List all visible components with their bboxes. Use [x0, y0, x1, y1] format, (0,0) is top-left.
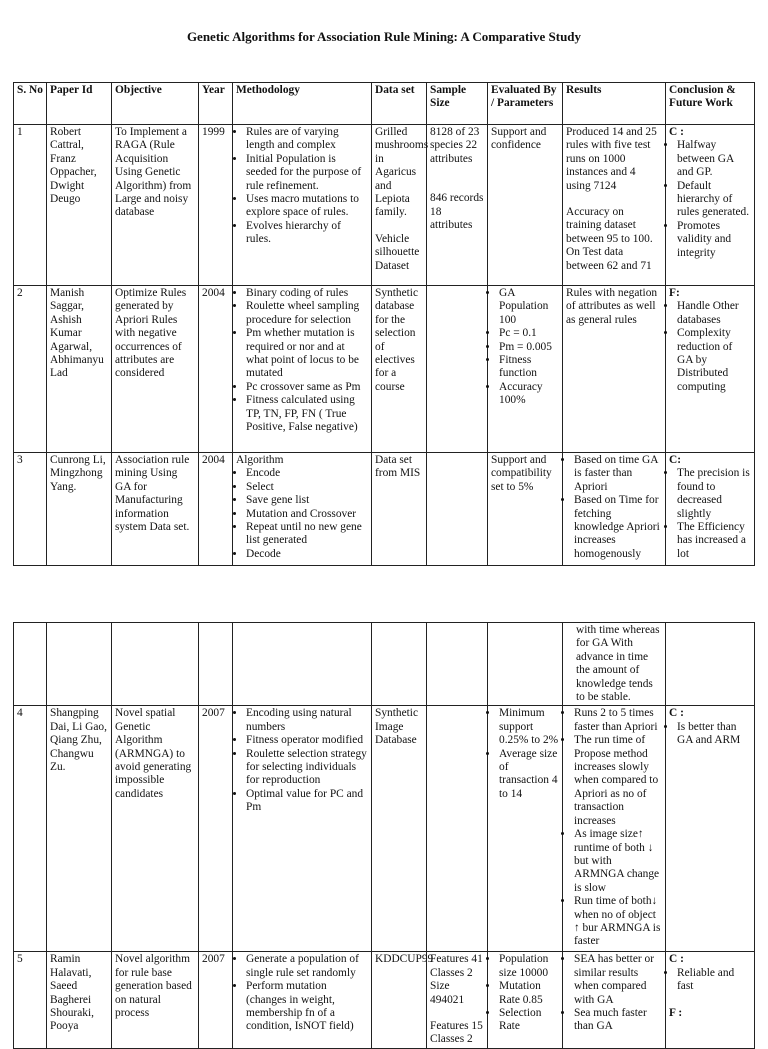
evaluated-by — [488, 286, 563, 453]
conclusion-item: • Complexity reduction of GA by Distributed computing — [677, 327, 751, 394]
methodology — [233, 706, 372, 952]
evaluated-item: • Mutation Rate 0.85 — [499, 980, 559, 1007]
methodology-item: • Roulette wheel sampling procedure for selection — [246, 300, 368, 327]
results-item: • Sea much faster than GA — [574, 1007, 662, 1034]
conclusion — [666, 706, 755, 952]
evaluated-by: Support and confidence — [488, 125, 563, 286]
evaluated-item: • Minimum support 0.25% to 2% — [499, 707, 559, 747]
header-methodology: Methodology — [233, 83, 372, 125]
methodology-item: • Uses macro mutations to explore space of rules. — [246, 193, 368, 220]
table-row-continued — [14, 623, 755, 706]
methodology-item: • Roulette selection strategy for selecting individuals for reproduction — [246, 748, 368, 788]
results-text: Accuracy on training dataset between 95 to 100. On Test data between 62 and 71 — [566, 206, 653, 272]
evaluated-item: • Pc = 0.1 — [499, 327, 559, 340]
methodology-item: • Fitness operator modified — [246, 734, 368, 747]
comparison-table-part-2 — [13, 622, 755, 1049]
methodology-item: • Save gene list — [246, 494, 368, 507]
methodology-item: • Rules are of varying length and complex — [246, 126, 368, 153]
sample-size — [427, 952, 488, 1048]
comparison-table-part-1 — [13, 82, 755, 566]
year: 2007 — [199, 952, 233, 1048]
methodology — [233, 453, 372, 566]
methodology-item: • Evolves hierarchy of rules. — [246, 220, 368, 247]
year: 2004 — [199, 453, 233, 566]
dataset: Synthetic database for the selection of electives for a course — [372, 286, 427, 453]
methodology-item: • Fitness calculated using TP, TN, FP, FN ( True Positive, False negative) — [246, 394, 368, 434]
methodology-item: • Generate a population of single rule set randomly — [246, 953, 368, 980]
sample-text: 8128 of 23 species 22 attributes — [430, 126, 480, 165]
sample-text: Features 41 — [430, 953, 483, 966]
header-dataset: Data set — [372, 83, 427, 125]
header-year: Year — [199, 83, 233, 125]
evaluated-item: • Population size 10000 — [499, 953, 559, 980]
methodology-item: • Mutation and Crossover — [246, 508, 368, 521]
year: 2007 — [199, 706, 233, 952]
evaluated-item: • Selection Rate — [499, 1007, 559, 1034]
sample-size — [427, 706, 488, 952]
methodology — [233, 286, 372, 453]
results-item: • Run time of both↓ when no of object ↑ bur ARMNGA is faster — [574, 895, 662, 949]
conclusion-item: • Default hierarchy of rules generated. — [677, 180, 751, 220]
conclusion — [666, 286, 755, 453]
header-results: Results — [563, 83, 666, 125]
results-item: • SEA has better or similar results when compared with GA — [574, 953, 662, 1007]
table-row — [14, 286, 755, 453]
sample-size — [427, 125, 488, 286]
dataset — [372, 125, 427, 286]
results-item: • The run time of Propose method increases slowly when compared to Apriori as no of transaction increases — [574, 734, 662, 828]
conclusion — [666, 125, 755, 286]
evaluated-item: • Accuracy 100% — [499, 381, 559, 408]
results-item: • Based on time GA is faster than Apriori — [574, 454, 662, 494]
evaluated-by: Support and compatibility set to 5% — [488, 453, 563, 566]
evaluated-item: • Fitness function — [499, 354, 559, 381]
methodology-item: • Pm whether mutation is required or nor and at what point of locus to be mutated — [246, 327, 368, 381]
results — [563, 623, 666, 706]
conclusion-heading: C : — [669, 953, 684, 966]
evaluated-by — [488, 952, 563, 1048]
table-row — [14, 125, 755, 286]
results-item: • As image size↑ runtime of both ↓ but with ARMNGA change is slow — [574, 828, 662, 895]
sample-text: Features 15 — [430, 1020, 483, 1033]
sample-text: Classes 2 — [430, 966, 473, 979]
methodology-item: • Initial Population is seeded for the purpose of rule refinement. — [246, 153, 368, 193]
row-number: 3 — [14, 453, 47, 566]
methodology-item: • Repeat until no new gene list generated — [246, 521, 368, 548]
header-sno: S. No — [14, 83, 47, 125]
header-sample-size: Sample Size — [427, 83, 488, 125]
methodology-item: • Decode — [246, 548, 368, 561]
conclusion-heading: C : — [669, 126, 684, 138]
conclusion — [666, 453, 755, 566]
results — [563, 125, 666, 286]
page-title: Genetic Algorithms for Association Rule Mining: A Comparative Study — [186, 29, 582, 44]
methodology-heading: Algorithm — [236, 454, 284, 466]
methodology-item: • Select — [246, 481, 368, 494]
results — [563, 952, 666, 1048]
methodology-item: • Binary coding of rules — [246, 287, 368, 300]
results — [563, 706, 666, 952]
row-number: 2 — [14, 286, 47, 453]
future-work-heading: F : — [669, 1006, 683, 1019]
conclusion-item: • Reliable and fast — [677, 967, 751, 994]
year: 1999 — [199, 125, 233, 286]
methodology-item: • Encoding using natural numbers — [246, 707, 368, 734]
dataset: Data set from MIS — [372, 453, 427, 566]
table-row — [14, 453, 755, 566]
conclusion-heading: F: — [669, 287, 680, 299]
results-continued: with time whereas for GA With advance in time the amount of knowledge tends to be stable. — [576, 624, 660, 704]
row-number: 5 — [14, 952, 47, 1048]
methodology-item: • Encode — [246, 467, 368, 480]
evaluated-item: • Average size of transaction 4 to 14 — [499, 748, 559, 802]
objective: Association rule mining Using GA for Manufacturing information system Data set. — [112, 453, 199, 566]
methodology-item: • Pc crossover same as Pm — [246, 381, 368, 394]
objective: Novel algorithm for rule base generation based on natural process — [112, 952, 199, 1048]
objective: Optimize Rules generated by Apriori Rules with negative occurrences of attributes are considered — [112, 286, 199, 453]
results — [563, 453, 666, 566]
results-item: • Runs 2 to 5 times faster than Apriori — [574, 707, 662, 734]
objective: Novel spatial Genetic Algorithm (ARMNGA) to avoid generating impossible candidates — [112, 706, 199, 952]
paper-authors: Robert Cattral, Franz Oppacher, Dwight Deugo — [47, 125, 112, 286]
dataset-text: Vehicle silhouette Dataset — [375, 232, 420, 272]
table-row — [14, 706, 755, 952]
sample-size — [427, 453, 488, 566]
objective: To Implement a RAGA (Rule Acquisition Using Genetic Algorithm) from Large and noisy database — [112, 125, 199, 286]
paper-authors: Ramin Halavati, Saeed Bagherei Shouraki, Pooya — [47, 952, 112, 1048]
dataset: KDDCUP99 — [372, 952, 427, 1048]
row-number: 1 — [14, 125, 47, 286]
year: 2004 — [199, 286, 233, 453]
conclusion-item: • Promotes validity and integrity — [677, 220, 751, 260]
evaluated-item: • GA Population 100 — [499, 287, 559, 327]
results-text: Produced 14 and 25 rules with five test runs on 1000 instances and 4 using 7124 — [566, 126, 657, 192]
conclusion-item: • The precision is found to decreased slightly — [677, 467, 751, 521]
methodology — [233, 952, 372, 1048]
paper-authors: Shangping Dai, Li Gao, Qiang Zhu, Changwu Zu. — [47, 706, 112, 952]
sample-size — [427, 286, 488, 453]
header-row — [14, 83, 755, 125]
header-conclusion: Conclusion & Future Work — [666, 83, 755, 125]
methodology-item: • Perform mutation (changes in weight, membership fn of a condition, IsNOT field) — [246, 980, 368, 1034]
table-row — [14, 952, 755, 1048]
conclusion-heading: C : — [669, 707, 684, 720]
header-paper-id: Paper Id — [47, 83, 112, 125]
sample-text: Classes 2 — [430, 1033, 473, 1046]
conclusion-heading: C: — [669, 454, 682, 466]
sample-text: Size 494021 — [430, 980, 465, 1006]
paper-authors: Manish Saggar, Ashish Kumar Agarwal, Abhimanyu Lad — [47, 286, 112, 453]
dataset-text: Grilled mushrooms in Agaricus and Lepiota family. — [375, 126, 429, 219]
conclusion-item: • Handle Other databases — [677, 300, 751, 327]
methodology — [233, 125, 372, 286]
conclusion — [666, 952, 755, 1048]
evaluated-by — [488, 706, 563, 952]
methodology-item: • Optimal value for PC and Pm — [246, 788, 368, 815]
header-evaluated: Evaluated By / Parameters — [488, 83, 563, 125]
header-objective: Objective — [112, 83, 199, 125]
paper-authors: Cunrong Li, Mingzhong Yang. — [47, 453, 112, 566]
evaluated-item: • Pm = 0.005 — [499, 341, 559, 354]
conclusion-item: • Halfway between GA and GP. — [677, 139, 751, 179]
conclusion-item: • The Efficiency has increased a lot — [677, 521, 751, 561]
results: Rules with negation of attributes as well as general rules — [563, 286, 666, 453]
sample-text: 846 records 18 attributes — [430, 192, 484, 232]
dataset: Synthetic Image Database — [372, 706, 427, 952]
results-item: • Based on Time for fetching knowledge Apriori increases homogenously — [574, 494, 662, 561]
row-number: 4 — [14, 706, 47, 952]
conclusion-item: • Is better than GA and ARM — [677, 721, 751, 748]
